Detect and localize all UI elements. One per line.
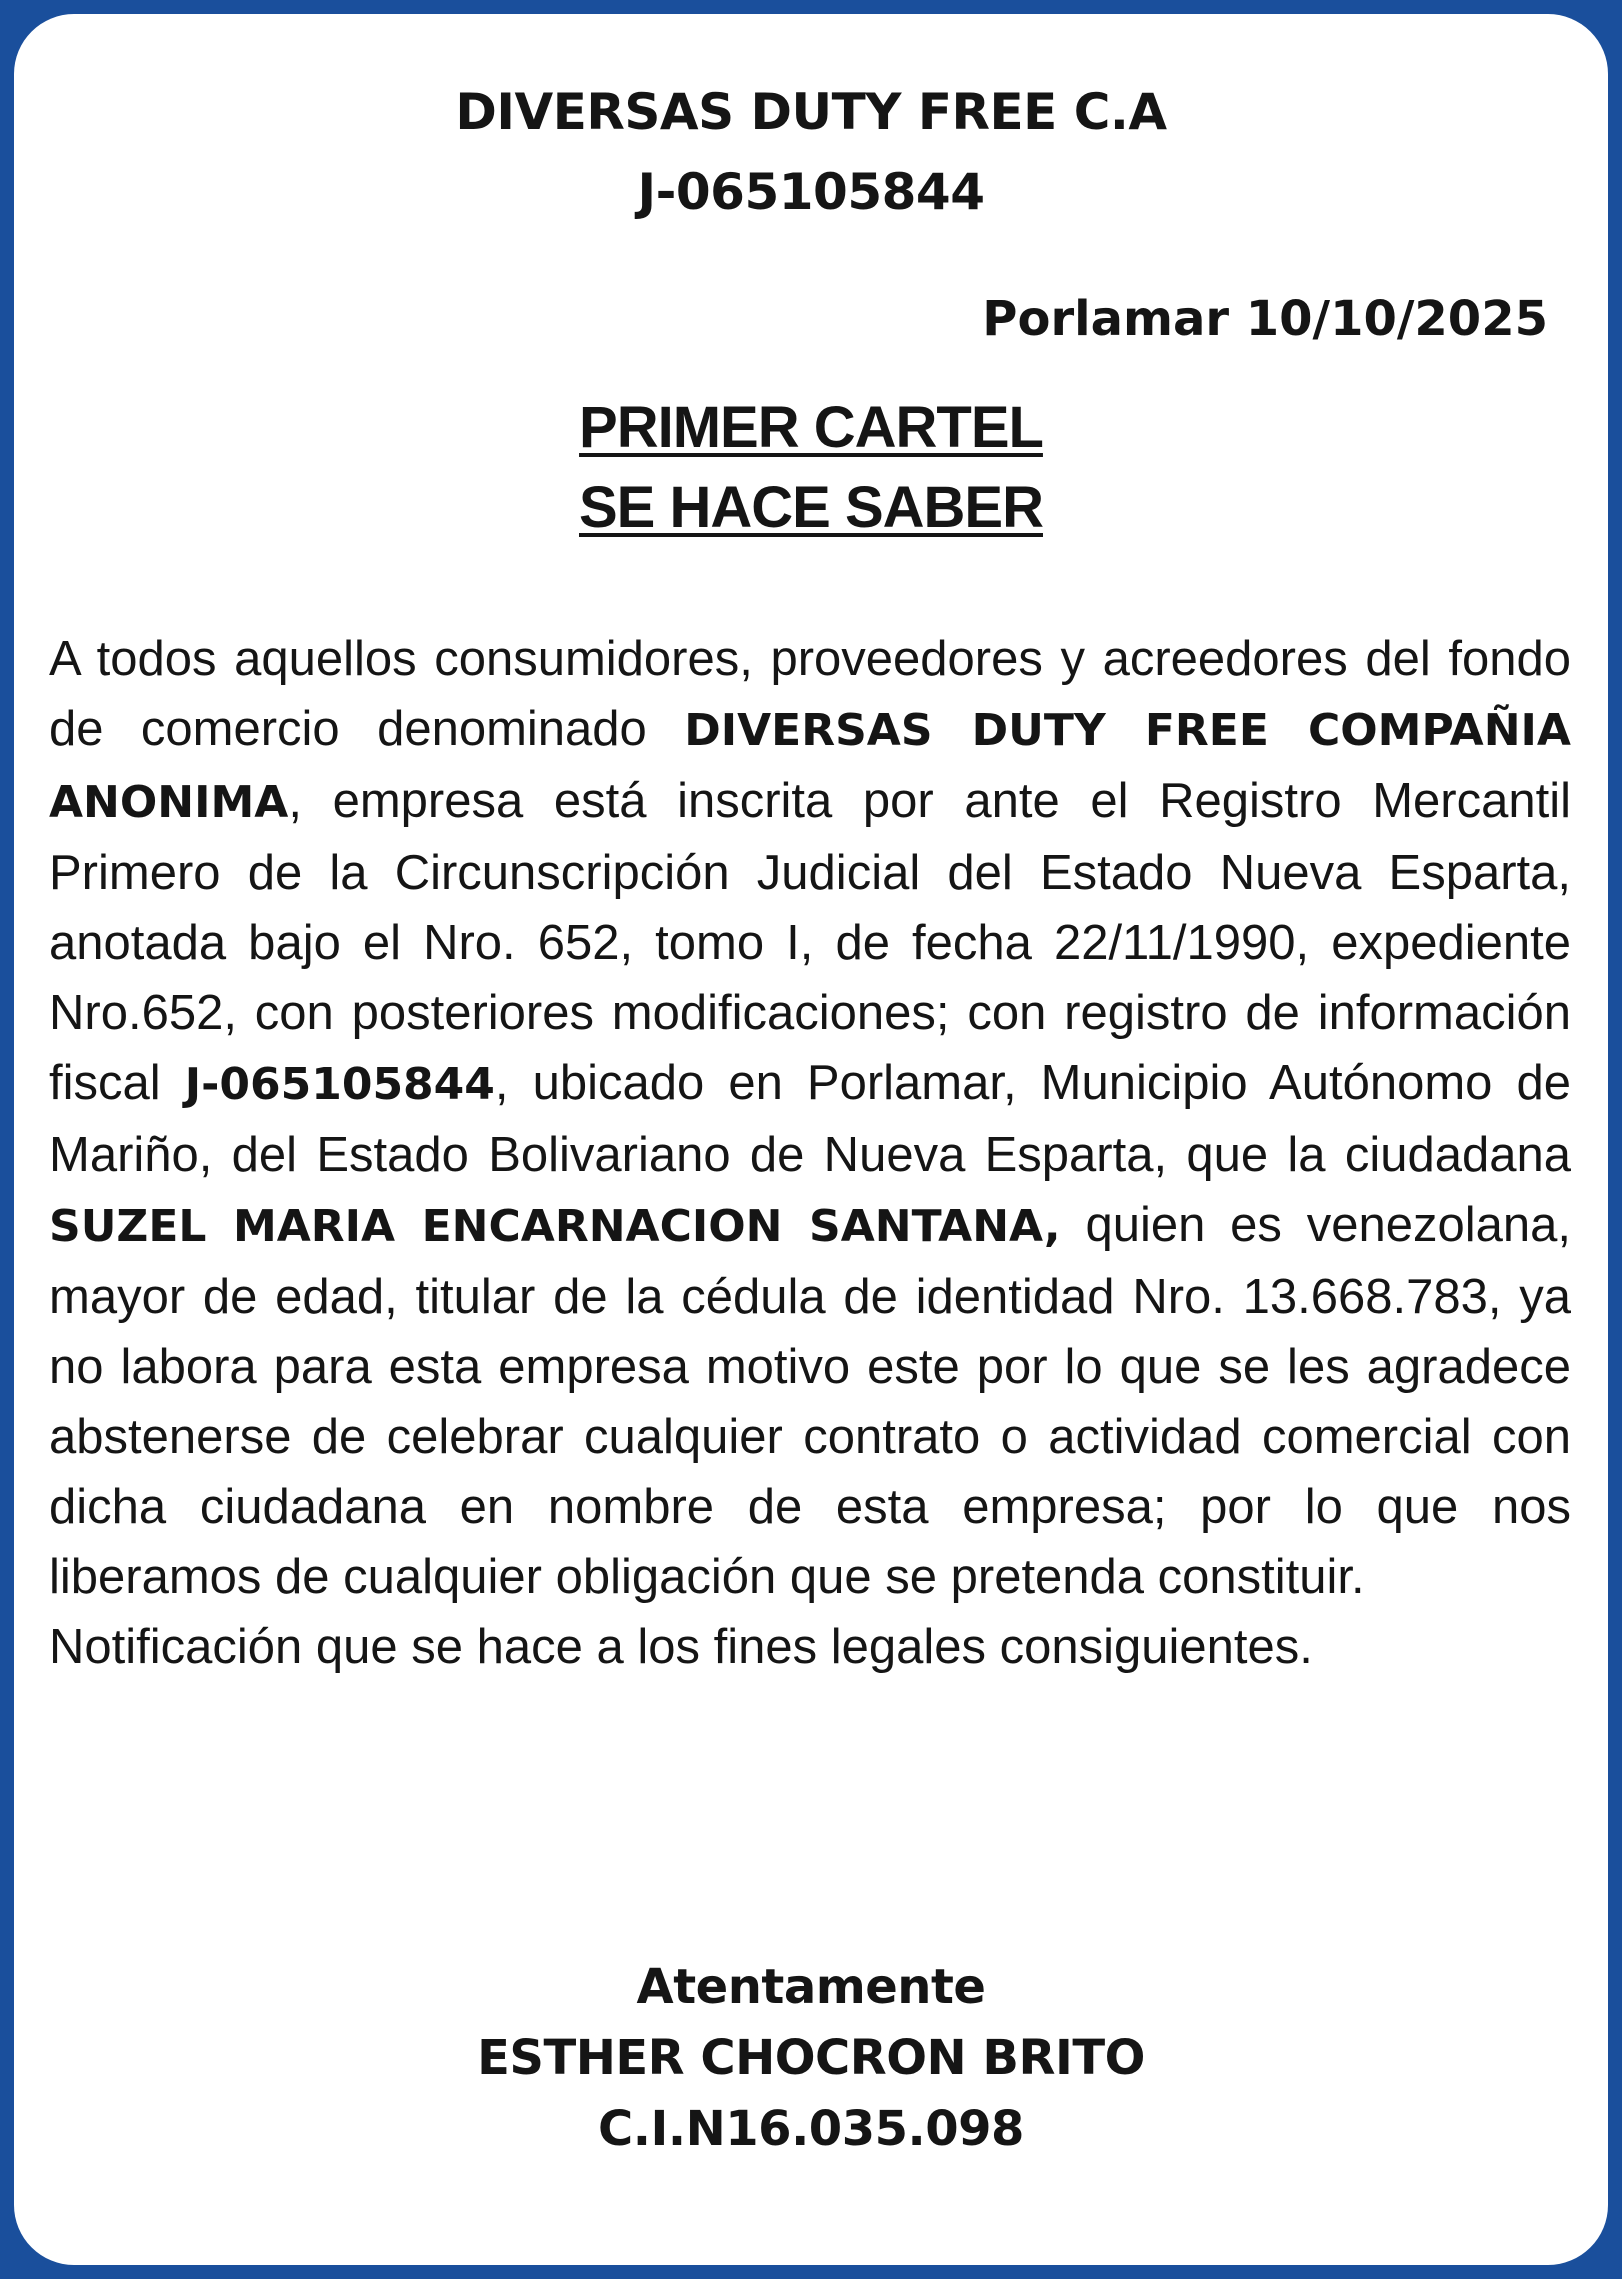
notice-title: [14, 388, 1608, 548]
notice-body: [49, 624, 1571, 1682]
body-paragraph: [49, 624, 1571, 1612]
closing-block: [14, 1952, 1608, 2165]
notice-line: Notificación que se hace a los fines legales consiguientes.: [49, 1620, 1313, 1674]
body-rif: J-065105844: [184, 1059, 495, 1110]
signer-name: ESTHER CHOCRON BRITO: [477, 2030, 1145, 2086]
company-rif: J-065105844: [637, 163, 985, 221]
person-name: SUZEL MARIA ENCARNACION SANTANA,: [49, 1201, 1061, 1252]
notice-frame: [14, 14, 1608, 2265]
body-segment-4: quien es venezolana, mayor de edad, titular de la cédula de identidad Nro. 13.668.783, ya no labora para esta empresa motivo este por lo que se les agradece abstenerse de celebrar cualquier contrato o actividad comercial con dicha ciudadana en nombre de esta empresa; por lo que nos liberamos de cualquier obligación que se pretenda constituir.: [49, 1198, 1572, 1604]
date-line: Porlamar 10/10/2025: [982, 291, 1548, 347]
body-segment-2: , empresa está inscrita por ante el Registro Mercantil Primero de la Circunscripción Judicial del Estado Nueva Esparta, anotada bajo el Nro. 652, tomo I, de fecha 22/11/1990, expediente Nro.652, con posteriores modificaciones; con registro de información fiscal: [49, 774, 1571, 1110]
title-line-1: PRIMER CARTEL: [579, 395, 1043, 460]
company-name: DIVERSAS DUTY FREE C.A: [455, 83, 1167, 141]
notice-header: [14, 72, 1608, 232]
body-segment-1: A todos aquellos consumidores, proveedores y acreedores del fondo de comercio denominado: [49, 632, 1571, 756]
company-full-name: DIVERSAS DUTY FREE COMPAÑIA ANONIMA: [49, 705, 1571, 828]
signer-id: C.I.N16.035.098: [598, 2101, 1024, 2157]
body-segment-3: , ubicado en Porlamar, Municipio Autónomo de Mariño, del Estado Bolivariano de Nueva Esparta, que la ciudadana: [49, 1056, 1571, 1182]
salutation: Atentamente: [636, 1959, 986, 2015]
title-line-2: SE HACE SABER: [579, 475, 1043, 540]
